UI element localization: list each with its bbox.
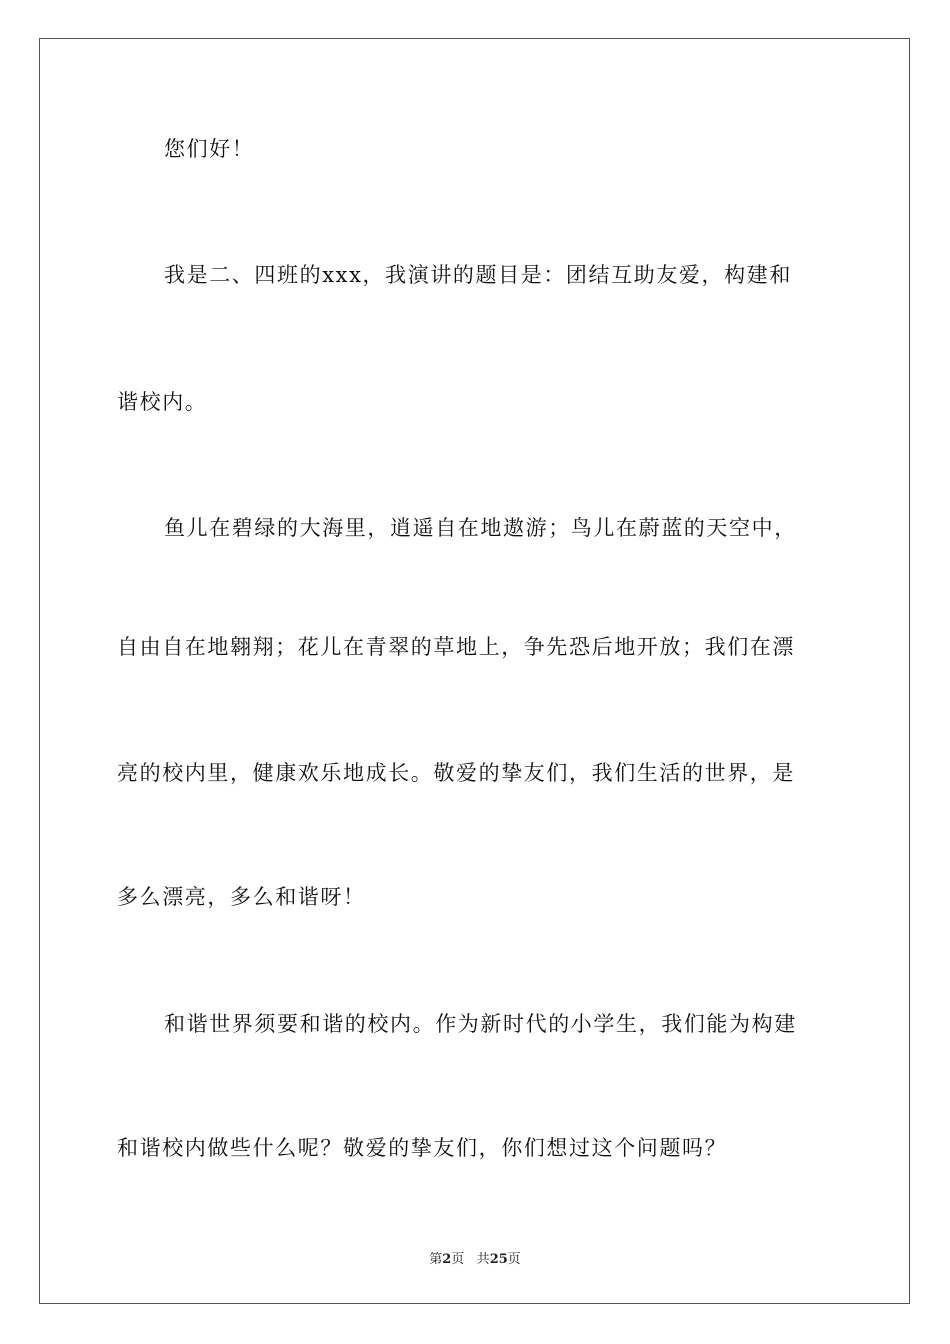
text-line: 和谐世界须要和谐的校内。作为新时代的小学生，我们能为构建 xyxy=(164,1012,797,1036)
page-number: 2 xyxy=(442,1252,452,1267)
text-line: 谐校内。 xyxy=(117,390,208,414)
text-line: 我是二、四班的xxx，我演讲的题目是：团结互助友爱，构建和 xyxy=(164,263,792,287)
page-unit: 页 xyxy=(451,1252,465,1267)
text-line: 亮的校内里，健康欢乐地成长。敬爱的挚友们，我们生活的世界，是 xyxy=(117,761,795,785)
total-prefix: 共 xyxy=(476,1252,490,1267)
page-frame xyxy=(39,38,910,1304)
text-line-greeting: 您们好！ xyxy=(164,137,255,161)
total-pages: 25 xyxy=(489,1252,508,1267)
text-line: 多么漂亮，多么和谐呀！ xyxy=(117,885,366,909)
text-line: 鱼儿在碧绿的大海里，逍遥自在地遨游；鸟儿在蔚蓝的天空中， xyxy=(164,516,797,540)
page-prefix: 第 xyxy=(429,1252,443,1267)
text-line: 和谐校内做些什么呢？敬爱的挚友们，你们想过这个问题吗？ xyxy=(117,1136,728,1160)
total-unit: 页 xyxy=(507,1252,521,1267)
text-line: 自由自在地翱翔；花儿在青翠的草地上，争先恐后地开放；我们在漂 xyxy=(117,635,795,659)
page-footer xyxy=(0,1248,950,1267)
